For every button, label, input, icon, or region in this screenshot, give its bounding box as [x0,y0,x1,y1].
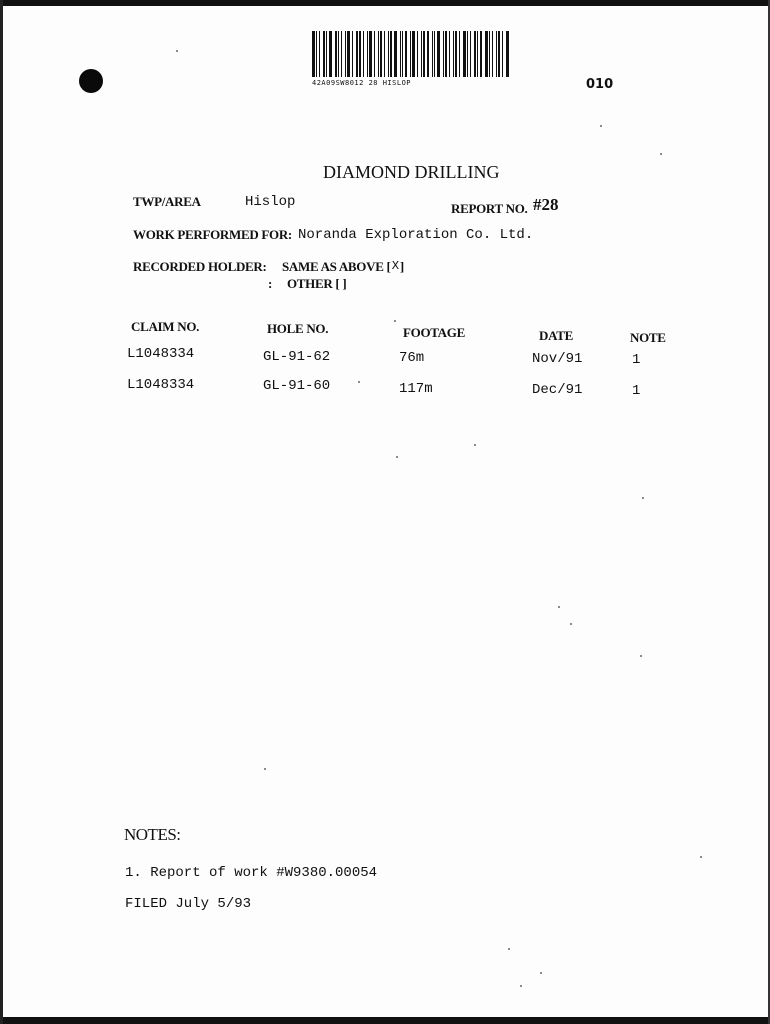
barcode-bar [492,31,493,77]
barcode [312,31,530,77]
barcode-bar [455,31,457,77]
barcode-bar [443,31,444,77]
scan-speck [520,985,522,987]
twp-area-label: TWP/AREA [133,194,201,209]
barcode-bar [485,31,488,77]
barcode-bar [421,31,422,77]
barcode-bar [449,31,450,77]
barcode-bar [506,31,509,77]
table-row-2-hole: GL-91-60 [263,378,331,394]
barcode-bar [417,31,418,77]
barcode-bar [352,31,353,77]
barcode-bar [445,31,447,77]
barcode-bar [390,31,392,77]
barcode-bar [338,31,339,77]
scan-speck [176,50,178,52]
report-no-value: #28 [533,195,559,214]
barcode-bar [498,31,500,77]
scan-speck [540,972,542,974]
barcode-bar [470,31,471,77]
barcode-bar [384,31,385,77]
table-row-1-hole: GL-91-62 [263,349,331,365]
punch-hole [79,69,103,93]
barcode-bar [477,31,478,77]
barcode-bar [326,31,327,77]
scan-speck [508,948,510,950]
barcode-bar [369,31,372,77]
barcode-bar [359,31,361,77]
barcode-bar [402,31,403,77]
barcode-bar [380,31,382,77]
scan-speck [640,655,642,657]
header-hole-no: HOLE NO. [267,321,329,336]
barcode-bar [341,31,342,77]
same-as-above-option [282,259,404,275]
barcode-bar [345,31,346,77]
other-colon: : [268,276,273,291]
scan-speck [570,623,572,625]
twp-area-value: Hislop [245,194,296,210]
same-as-above-text: SAME AS ABOVE [ [282,259,391,274]
scan-speck [394,320,396,322]
header-note: NOTE [630,330,666,345]
barcode-bar [347,31,350,77]
work-performed-label: WORK PERFORMED FOR: [133,227,292,242]
work-performed-value: Noranda Exploration Co. Ltd. [298,227,534,243]
scan-speck [700,856,702,858]
barcode-bar [437,31,440,77]
barcode-bar [388,31,389,77]
notes-filed: FILED July 5/93 [125,896,252,912]
scan-speck [642,497,644,499]
scan-border-top [0,0,770,6]
barcode-bar [453,31,454,77]
scan-speck [474,444,476,446]
barcode-bar [467,31,468,77]
notes-line-1: 1. Report of work #W9380.00054 [125,865,378,881]
header-date: DATE [539,328,573,343]
barcode-bar [489,31,490,77]
scan-speck [358,381,360,383]
table-row-1-date: Nov/91 [532,351,583,367]
barcode-bar [367,31,368,77]
scan-border-bottom [0,1017,770,1024]
barcode-bar [405,31,407,77]
recorded-holder-label: RECORDED HOLDER: [133,259,267,274]
other-option: OTHER [ ] [287,276,347,291]
barcode-bar [329,31,332,77]
table-row-2-footage: 117m [399,381,433,397]
barcode-bar [474,31,476,77]
barcode-bar [400,31,401,77]
table-row-1-footage: 76m [399,350,425,366]
barcode-bar [502,31,503,77]
table-row-1-claim: L1048334 [127,346,195,362]
table-row-2-note: 1 [632,383,641,399]
barcode-bar [459,31,460,77]
barcode-bar [374,31,375,77]
barcode-bar [312,31,315,77]
report-no-label: REPORT NO. [451,201,528,216]
barcode-bar [363,31,364,77]
same-as-above-close: ] [399,259,404,274]
barcode-bar [423,31,425,77]
same-as-above-mark: X [391,259,399,272]
header-footage: FOOTAGE [403,325,465,340]
barcode-bar [463,31,466,77]
barcode-bar [316,31,317,77]
barcode-bar [434,31,435,77]
scan-speck [558,606,560,608]
barcode-bar [335,31,337,77]
notes-heading: NOTES: [124,825,181,844]
barcode-bar [410,31,411,77]
table-row-2-date: Dec/91 [532,382,583,398]
barcode-bar [394,31,397,77]
header-claim-no: CLAIM NO. [131,319,200,334]
scan-speck [396,456,398,458]
scan-border-left [0,0,3,1024]
scan-speck [264,768,266,770]
barcode-caption: 42A09SW8012 28 HISLOP [312,79,412,87]
barcode-bar [356,31,358,77]
table-row-2-claim: L1048334 [127,377,195,393]
scan-speck [660,153,662,155]
barcode-bar [319,31,320,77]
scan-speck [600,125,602,127]
barcode-bar [412,31,415,77]
barcode-bar [496,31,497,77]
barcode-bar [432,31,433,77]
barcode-bar [427,31,429,77]
table-row-1-note: 1 [632,352,641,368]
document-code: 010 [586,77,614,92]
barcode-bar [323,31,325,77]
barcode-bar [378,31,379,77]
barcode-bar [480,31,482,77]
page-title: DIAMOND DRILLING [323,162,500,182]
